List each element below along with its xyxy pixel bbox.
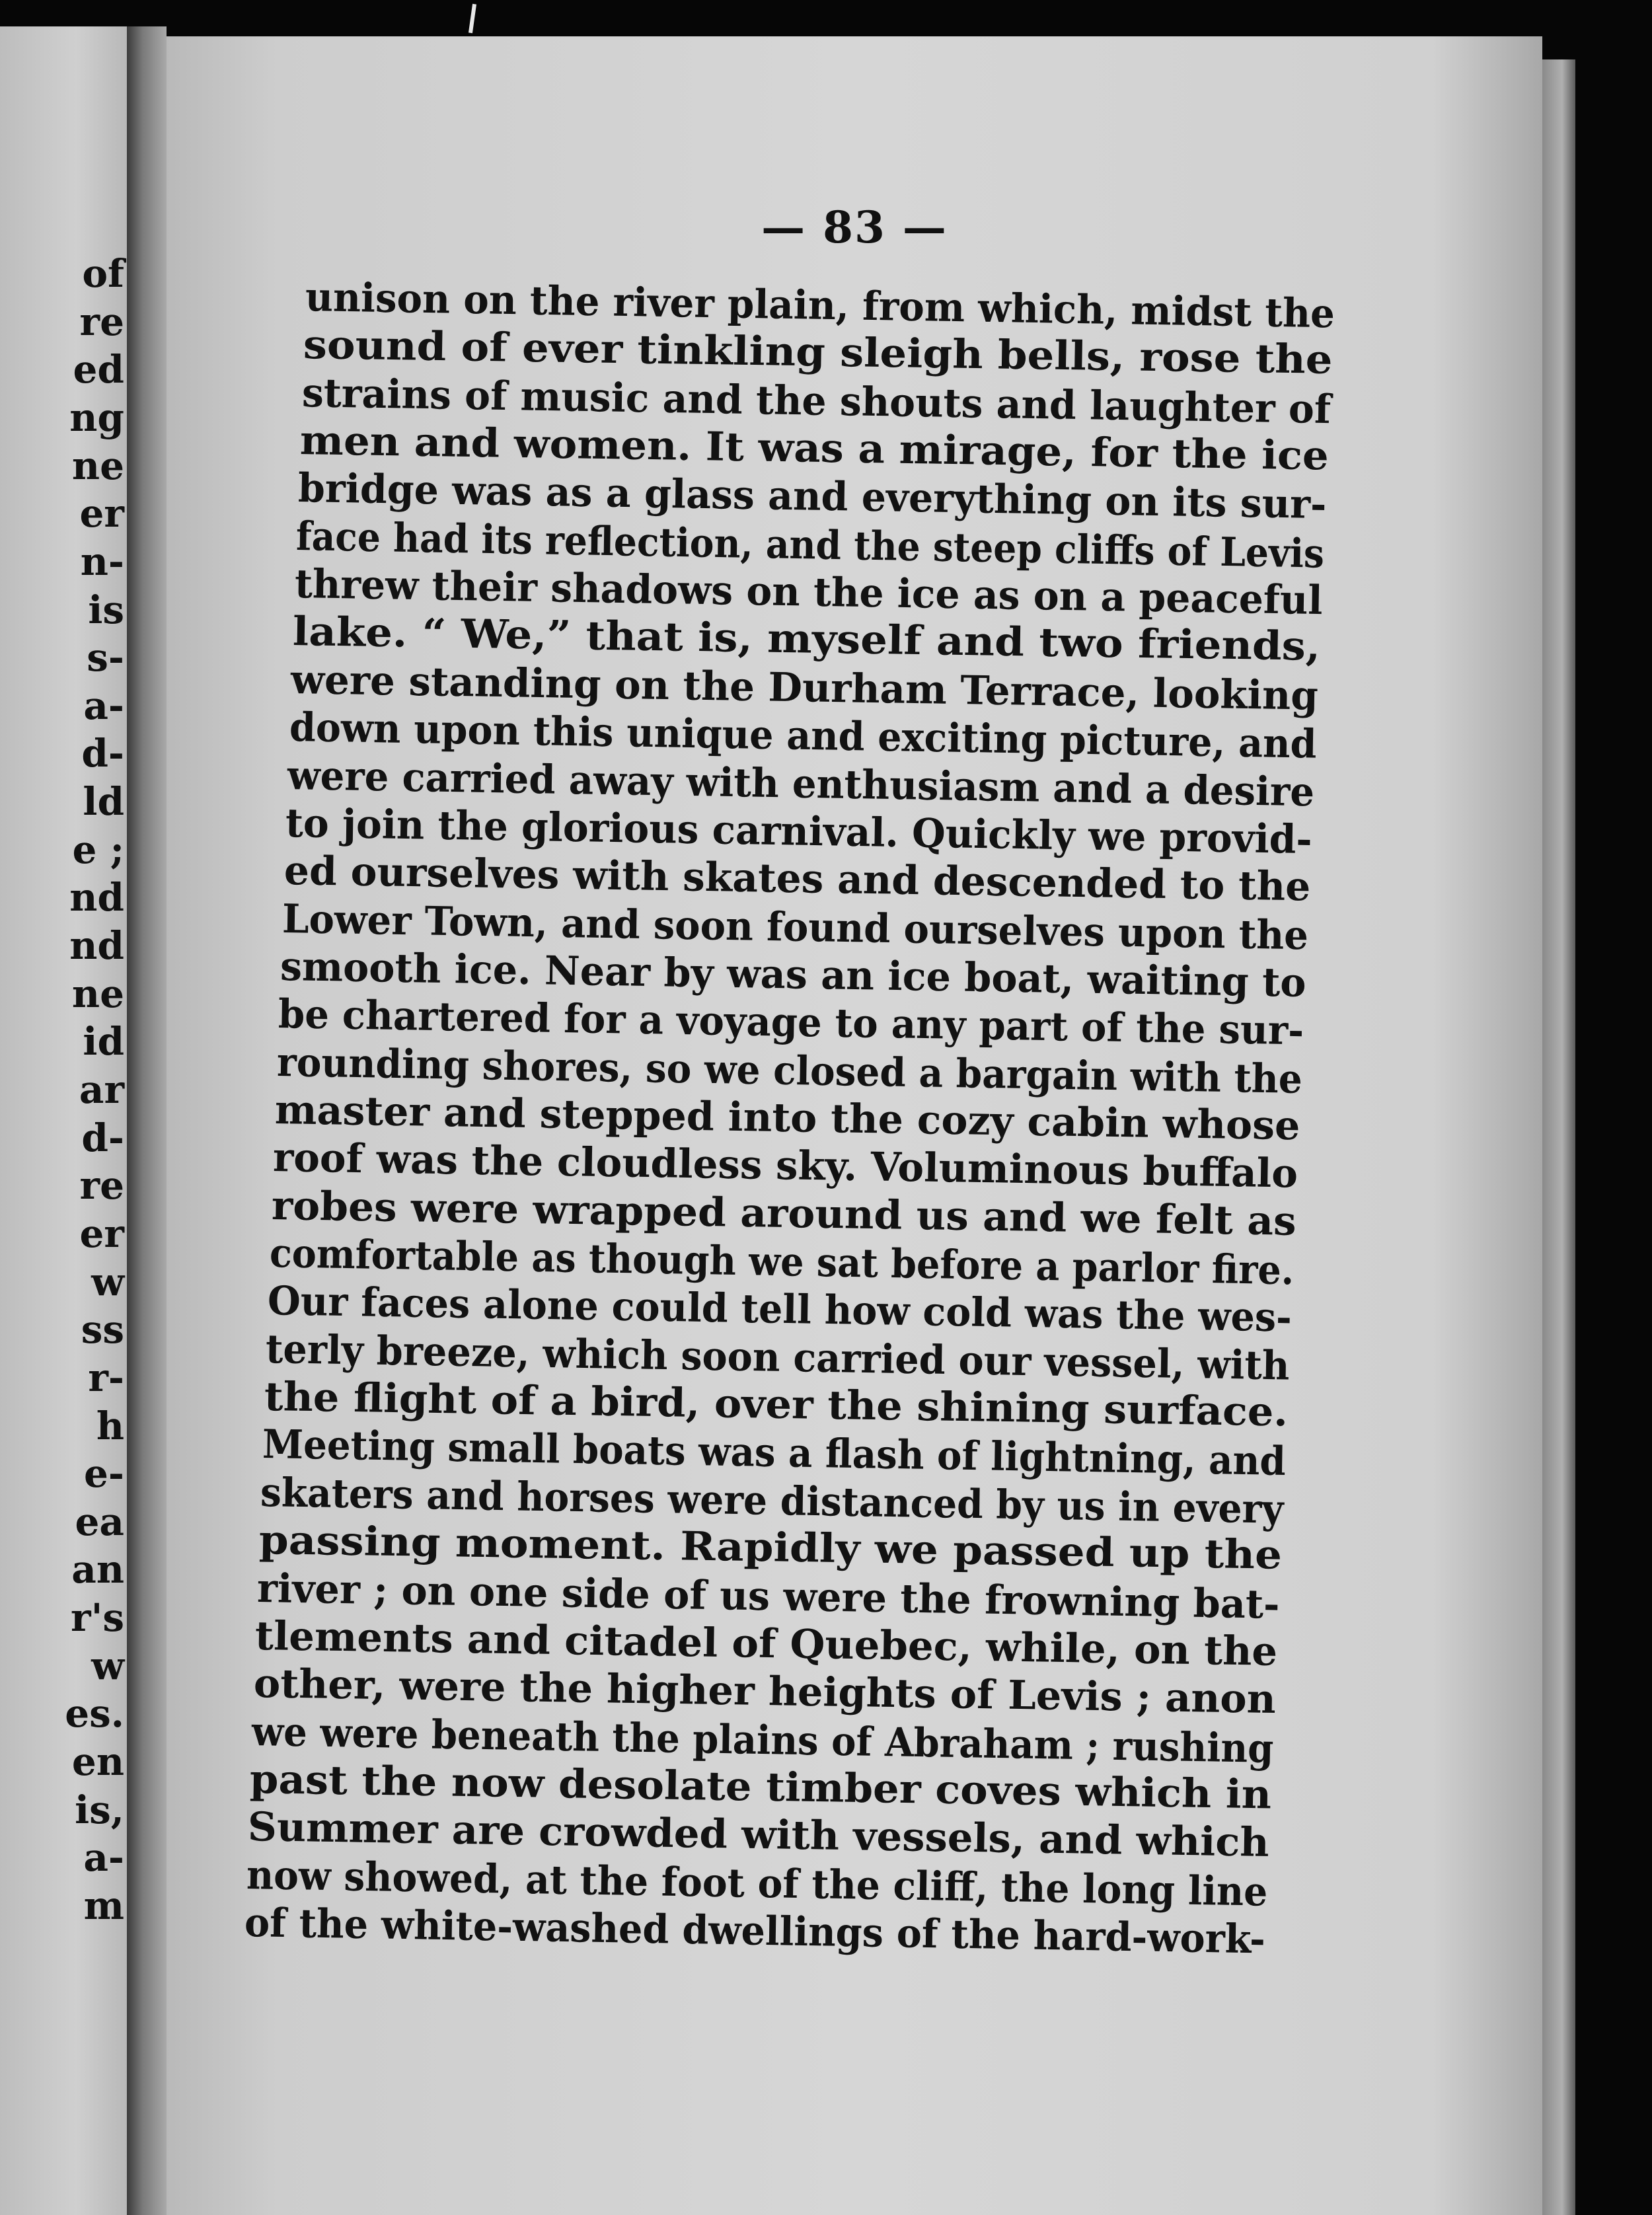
previous-page-line-ending: a- — [83, 1835, 124, 1881]
text-line: men and women. It was a mirage, for the ice — [299, 418, 1330, 480]
previous-page-line-ending: re — [79, 299, 124, 344]
text-line: be chartered for a voyage to any part of the sur- — [278, 991, 1305, 1055]
text-line: down upon this unique and exciting picture, and — [289, 704, 1317, 768]
text-line: Lower Town, and soon found ourselves upon the — [282, 895, 1309, 959]
previous-page-line-ending: d- — [81, 1115, 124, 1160]
page-number: — 83 — — [761, 202, 948, 253]
text-line: we were beneath the plains of Abraham ; rushing — [251, 1708, 1274, 1772]
previous-page-line-ending: ld — [83, 779, 124, 825]
text-line: robes were wrapped around us and we felt as — [271, 1182, 1296, 1245]
page-edge — [1542, 59, 1575, 2215]
text-line: the flight of a bird, over the shining surface. — [264, 1374, 1289, 1436]
text-line: Meeting small boats was a flash of lightning, and — [262, 1421, 1287, 1485]
text-line: other, were the higher heights of Levis ; anon — [252, 1661, 1276, 1723]
text-line: past the now desolate timber coves which in — [249, 1756, 1272, 1819]
previous-page-line-ending: ar — [79, 1067, 124, 1112]
previous-page-line-ending: id — [83, 1019, 124, 1065]
previous-page-line-ending: e ; — [72, 827, 124, 872]
previous-page-line-ending: an — [71, 1547, 124, 1593]
text-line: lake. “ We,” that is, myself and two friends, — [292, 609, 1321, 671]
previous-page-line-ending: is, — [75, 1787, 124, 1832]
text-line: Our faces alone could tell how cold was the wes- — [267, 1278, 1293, 1341]
text-line: of the white-washed dwellings of the hard-work- — [244, 1900, 1266, 1963]
text-line: to join the glorious carnival. Quickly we provid- — [285, 800, 1313, 864]
text-line: were standing on the Durham Terrace, looking — [290, 656, 1319, 720]
previous-page-line-ending: s- — [87, 635, 124, 681]
text-line: sound of ever tinkling sleigh bells, rose the — [303, 322, 1333, 384]
previous-page-line-ending: nd — [69, 923, 124, 969]
text-line: tlements and citadel of Quebec, while, on the — [254, 1612, 1278, 1675]
previous-page-line-ending: es. — [65, 1691, 124, 1737]
text-line: rounding shores, so we closed a bargain with the — [276, 1039, 1302, 1103]
text-line: river ; on one side of us were the frowning bat- — [256, 1565, 1280, 1628]
text-line: smooth ice. Near by was an ice boat, waiting to — [280, 943, 1307, 1006]
text-line: terly breeze, which soon carried our vessel, with — [265, 1326, 1291, 1390]
book-gutter — [127, 26, 167, 2215]
text-line: were carried away with enthusiasm and a desire — [287, 752, 1315, 815]
text-line: now showed, at the foot of the cliff, the long line — [246, 1852, 1268, 1916]
previous-page-line-ending: ng — [69, 394, 124, 440]
text-line: unison on the river plain, from which, midst the — [305, 274, 1335, 338]
previous-page-line-ending: ne — [71, 971, 124, 1016]
previous-page-line-ending: d- — [81, 731, 124, 776]
scan-mark — [469, 4, 476, 33]
previous-page-line-ending: r's — [71, 1595, 124, 1641]
text-line: Summer are crowded with vessels, and which — [247, 1804, 1270, 1867]
text-line: skaters and horses were distanced by us in every — [260, 1469, 1285, 1533]
text-line: bridge was as a glass and everything on its sur- — [297, 465, 1327, 529]
previous-page-line-ending: ed — [73, 347, 124, 393]
previous-page-line-ending: n- — [80, 539, 124, 584]
text-line: roof was the cloudless sky. Voluminous buffalo — [272, 1135, 1298, 1197]
text-line: master and stepped into the cozy cabin whose — [274, 1087, 1300, 1150]
previous-page-line-ending: is — [88, 587, 124, 632]
previous-page-line-ending: a- — [83, 683, 124, 728]
page-body-text — [167, 36, 1542, 2215]
previous-page-line-ending: nd — [69, 875, 124, 920]
previous-page-line-ending: r- — [88, 1355, 124, 1400]
previous-page-line-ending: of — [82, 251, 124, 296]
previous-page-line-ending: w — [91, 1643, 124, 1688]
text-line: passing moment. Rapidly we passed up the — [258, 1517, 1283, 1579]
previous-page-line-ending: ne — [71, 443, 124, 488]
text-line: strains of music and the shouts and laughter of — [301, 369, 1332, 433]
previous-page-line-ending: h — [96, 1403, 124, 1448]
previous-page-line-ending: m — [83, 1883, 124, 1928]
text-line: threw their shadows on the ice as on a peaceful — [294, 561, 1323, 624]
previous-page-line-ending: ss — [81, 1307, 124, 1353]
previous-page-line-ending: e- — [84, 1451, 124, 1497]
text-line: ed ourselves with skates and descended to the — [283, 848, 1311, 911]
previous-page-line-ending: ea — [75, 1499, 124, 1544]
previous-page-line-ending: er — [79, 1211, 124, 1256]
text-line: face had its reflection, and the steep cliffs of Levis — [295, 513, 1325, 578]
previous-page-line-ending: w — [91, 1259, 124, 1304]
previous-page-line-ending: er — [79, 491, 124, 537]
previous-page-line-ending: en — [71, 1739, 124, 1785]
previous-page-line-ending: re — [79, 1163, 124, 1209]
previous-page-strip — [0, 26, 127, 2215]
text-line: comfortable as though we sat before a parlor fire. — [269, 1230, 1295, 1295]
book-page — [167, 36, 1542, 2215]
